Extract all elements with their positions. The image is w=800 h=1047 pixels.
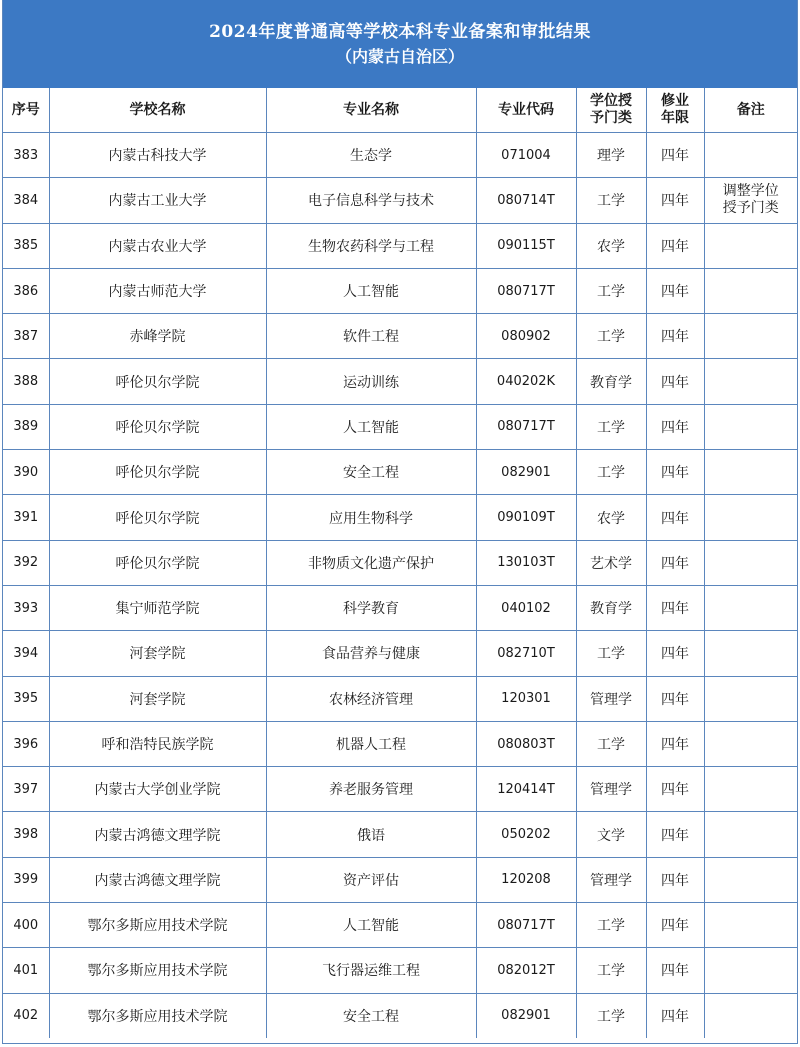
column-header-code: 专业代码 — [476, 88, 576, 133]
cell-major: 人工智能 — [266, 404, 476, 449]
cell-note — [704, 495, 797, 540]
cell-duration: 四年 — [646, 721, 704, 766]
cell-major: 农林经济管理 — [266, 676, 476, 721]
cell-duration: 四年 — [646, 268, 704, 313]
table-row — [3, 450, 797, 495]
cell-duration: 四年 — [646, 495, 704, 540]
cell-degree: 工学 — [576, 721, 646, 766]
table-row — [3, 585, 797, 630]
cell-duration: 四年 — [646, 450, 704, 495]
results-sheet — [2, 0, 798, 1044]
cell-note — [704, 812, 797, 857]
cell-code: 082012T — [476, 948, 576, 993]
cell-degree: 管理学 — [576, 676, 646, 721]
cell-school: 呼伦贝尔学院 — [49, 359, 266, 404]
cell-major: 养老服务管理 — [266, 767, 476, 812]
cell-note — [704, 631, 797, 676]
table-row — [3, 223, 797, 268]
cell-note — [704, 585, 797, 630]
cell-index: 398 — [3, 812, 49, 857]
cell-major: 飞行器运维工程 — [266, 948, 476, 993]
cell-major: 机器人工程 — [266, 721, 476, 766]
column-header-school: 学校名称 — [49, 88, 266, 133]
cell-major: 安全工程 — [266, 993, 476, 1038]
cell-code: 120208 — [476, 857, 576, 902]
table-row — [3, 404, 797, 449]
cell-code: 080803T — [476, 721, 576, 766]
cell-index: 397 — [3, 767, 49, 812]
cell-major: 人工智能 — [266, 903, 476, 948]
cell-index: 389 — [3, 404, 49, 449]
cell-index: 395 — [3, 676, 49, 721]
cell-note — [704, 133, 797, 178]
cell-degree: 工学 — [576, 178, 646, 223]
column-header-duration-label: 修业年限 — [661, 93, 689, 126]
cell-note — [704, 903, 797, 948]
cell-degree: 艺术学 — [576, 540, 646, 585]
cell-note — [704, 404, 797, 449]
cell-duration: 四年 — [646, 223, 704, 268]
cell-index: 396 — [3, 721, 49, 766]
cell-major: 俄语 — [266, 812, 476, 857]
cell-code: 090115T — [476, 223, 576, 268]
cell-school: 赤峰学院 — [49, 314, 266, 359]
cell-note — [704, 948, 797, 993]
table-body — [3, 133, 797, 1038]
cell-code: 071004 — [476, 133, 576, 178]
cell-duration: 四年 — [646, 903, 704, 948]
cell-school: 内蒙古大学创业学院 — [49, 767, 266, 812]
cell-code: 080717T — [476, 903, 576, 948]
table-row — [3, 812, 797, 857]
cell-note — [704, 721, 797, 766]
column-header-note: 备注 — [704, 88, 797, 133]
cell-index: 392 — [3, 540, 49, 585]
cell-duration: 四年 — [646, 585, 704, 630]
cell-index: 383 — [3, 133, 49, 178]
cell-index: 388 — [3, 359, 49, 404]
table-row — [3, 268, 797, 313]
cell-degree: 工学 — [576, 450, 646, 495]
cell-code: 120414T — [476, 767, 576, 812]
cell-duration: 四年 — [646, 178, 704, 223]
cell-duration: 四年 — [646, 767, 704, 812]
cell-code: 080717T — [476, 404, 576, 449]
table-row — [3, 903, 797, 948]
table-row — [3, 359, 797, 404]
table-row — [3, 133, 797, 178]
table-row — [3, 676, 797, 721]
cell-note — [704, 450, 797, 495]
table-row — [3, 721, 797, 766]
cell-degree: 工学 — [576, 631, 646, 676]
cell-code: 080717T — [476, 268, 576, 313]
title-banner — [3, 0, 797, 88]
cell-major: 生态学 — [266, 133, 476, 178]
cell-school: 鄂尔多斯应用技术学院 — [49, 993, 266, 1038]
table-row — [3, 767, 797, 812]
cell-code: 082901 — [476, 450, 576, 495]
cell-major: 软件工程 — [266, 314, 476, 359]
cell-code: 080902 — [476, 314, 576, 359]
cell-degree: 农学 — [576, 495, 646, 540]
table-row — [3, 993, 797, 1038]
cell-major: 生物农药科学与工程 — [266, 223, 476, 268]
cell-school: 呼伦贝尔学院 — [49, 450, 266, 495]
cell-note — [704, 314, 797, 359]
cell-code: 082901 — [476, 993, 576, 1038]
cell-school: 河套学院 — [49, 676, 266, 721]
cell-note — [704, 268, 797, 313]
cell-code: 050202 — [476, 812, 576, 857]
cell-school: 呼伦贝尔学院 — [49, 404, 266, 449]
cell-school: 呼和浩特民族学院 — [49, 721, 266, 766]
cell-index: 391 — [3, 495, 49, 540]
cell-degree: 文学 — [576, 812, 646, 857]
column-header-index: 序号 — [3, 88, 49, 133]
table-row — [3, 948, 797, 993]
table-row — [3, 631, 797, 676]
cell-duration: 四年 — [646, 631, 704, 676]
cell-index: 401 — [3, 948, 49, 993]
page-title: 2024年度普通高等学校本科专业备案和审批结果 — [209, 22, 591, 42]
cell-code: 090109T — [476, 495, 576, 540]
cell-note: 调整学位授予门类 — [704, 178, 797, 223]
cell-degree: 工学 — [576, 268, 646, 313]
cell-school: 内蒙古师范大学 — [49, 268, 266, 313]
cell-index: 387 — [3, 314, 49, 359]
cell-major: 非物质文化遗产保护 — [266, 540, 476, 585]
cell-degree: 农学 — [576, 223, 646, 268]
cell-index: 393 — [3, 585, 49, 630]
cell-index: 385 — [3, 223, 49, 268]
cell-note — [704, 676, 797, 721]
cell-note — [704, 540, 797, 585]
column-header-major: 专业名称 — [266, 88, 476, 133]
cell-degree: 工学 — [576, 903, 646, 948]
cell-duration: 四年 — [646, 948, 704, 993]
cell-index: 400 — [3, 903, 49, 948]
cell-index: 390 — [3, 450, 49, 495]
cell-code: 130103T — [476, 540, 576, 585]
cell-code: 120301 — [476, 676, 576, 721]
cell-school: 内蒙古鸿德文理学院 — [49, 857, 266, 902]
cell-major: 科学教育 — [266, 585, 476, 630]
table-row — [3, 314, 797, 359]
cell-index: 384 — [3, 178, 49, 223]
column-header-degree-label: 学位授予门类 — [590, 93, 632, 126]
cell-duration: 四年 — [646, 993, 704, 1038]
cell-degree: 工学 — [576, 404, 646, 449]
results-table — [3, 88, 797, 1038]
cell-school: 集宁师范学院 — [49, 585, 266, 630]
cell-degree: 管理学 — [576, 767, 646, 812]
cell-code: 082710T — [476, 631, 576, 676]
cell-duration: 四年 — [646, 857, 704, 902]
cell-duration: 四年 — [646, 314, 704, 359]
cell-duration: 四年 — [646, 676, 704, 721]
cell-school: 鄂尔多斯应用技术学院 — [49, 948, 266, 993]
cell-index: 394 — [3, 631, 49, 676]
cell-duration: 四年 — [646, 812, 704, 857]
cell-note — [704, 223, 797, 268]
cell-school: 内蒙古鸿德文理学院 — [49, 812, 266, 857]
cell-index: 402 — [3, 993, 49, 1038]
cell-code: 080714T — [476, 178, 576, 223]
cell-duration: 四年 — [646, 359, 704, 404]
cell-major: 运动训练 — [266, 359, 476, 404]
cell-degree: 工学 — [576, 314, 646, 359]
cell-major: 资产评估 — [266, 857, 476, 902]
cell-index: 399 — [3, 857, 49, 902]
cell-degree: 理学 — [576, 133, 646, 178]
column-header-duration — [646, 88, 704, 133]
cell-school: 鄂尔多斯应用技术学院 — [49, 903, 266, 948]
cell-degree: 工学 — [576, 948, 646, 993]
cell-degree: 教育学 — [576, 585, 646, 630]
cell-major: 电子信息科学与技术 — [266, 178, 476, 223]
cell-major: 安全工程 — [266, 450, 476, 495]
cell-degree: 管理学 — [576, 857, 646, 902]
page-subtitle: （内蒙古自治区） — [335, 47, 464, 66]
cell-code: 040102 — [476, 585, 576, 630]
table-row — [3, 178, 797, 223]
cell-index: 386 — [3, 268, 49, 313]
cell-major: 应用生物科学 — [266, 495, 476, 540]
cell-school: 呼伦贝尔学院 — [49, 495, 266, 540]
cell-duration: 四年 — [646, 404, 704, 449]
table-header-row — [3, 88, 797, 133]
cell-duration: 四年 — [646, 133, 704, 178]
table-row — [3, 495, 797, 540]
cell-note — [704, 857, 797, 902]
cell-duration: 四年 — [646, 540, 704, 585]
cell-major: 食品营养与健康 — [266, 631, 476, 676]
cell-school: 内蒙古农业大学 — [49, 223, 266, 268]
cell-degree: 教育学 — [576, 359, 646, 404]
cell-note — [704, 767, 797, 812]
table-row — [3, 857, 797, 902]
cell-code: 040202K — [476, 359, 576, 404]
cell-degree: 工学 — [576, 993, 646, 1038]
cell-note — [704, 993, 797, 1038]
table-row — [3, 540, 797, 585]
cell-major: 人工智能 — [266, 268, 476, 313]
cell-school: 呼伦贝尔学院 — [49, 540, 266, 585]
cell-school: 内蒙古工业大学 — [49, 178, 266, 223]
column-header-degree — [576, 88, 646, 133]
cell-school: 内蒙古科技大学 — [49, 133, 266, 178]
cell-note — [704, 359, 797, 404]
cell-school: 河套学院 — [49, 631, 266, 676]
